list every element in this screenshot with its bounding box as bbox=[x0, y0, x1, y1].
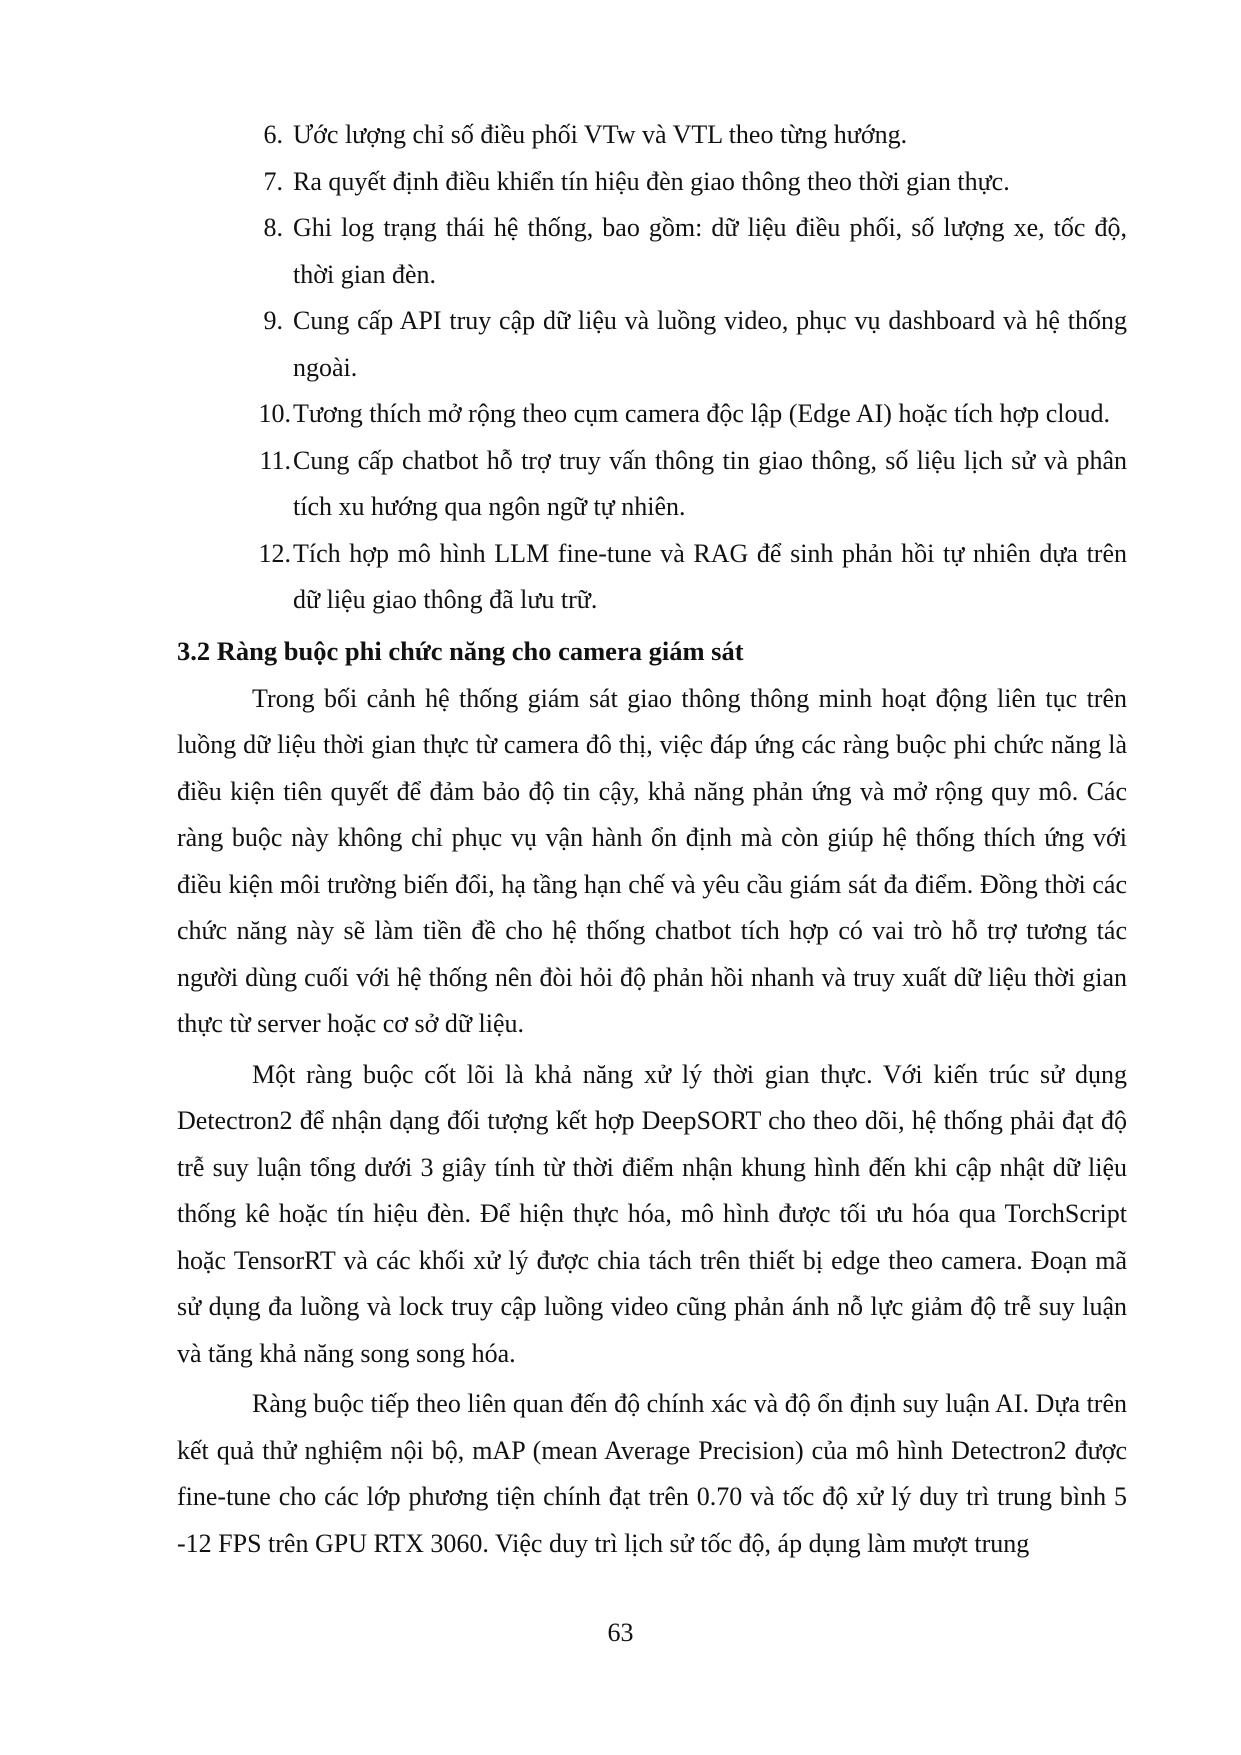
list-item-number: 9. bbox=[263, 306, 283, 335]
list-item-text: Tích hợp mô hình LLM fine-tune và RAG để sinh phản hồi tự nhiên dựa trên dữ liệu giao thông đã lưu trữ. bbox=[293, 538, 1127, 614]
body-paragraph: Một ràng buộc cốt lõi là khả năng xử lý thời gian thực. Với kiến trúc sử dụng Detectron2 để nhận dạng đối tượng kết hợp DeepSORT cho theo dõi, hệ thống phải đạt độ trễ suy luận tổng dưới 3 giây tính từ thời điểm nhận khung hình đến khi cập nhật dữ liệu thống kê hoặc tín hiệu đèn. Để hiện thực hóa, mô hình được tối ưu hóa qua TorchScript hoặc TensorRT và các khối xử lý được chia tách trên thiết bị edge theo camera. Đoạn mã sử dụng đa luồng và lock truy cập luồng video cũng phản ánh nỗ lực giảm độ trễ suy luận và tăng khả năng song song hóa. bbox=[177, 1059, 1127, 1368]
list-item bbox=[177, 531, 1127, 624]
list-item bbox=[177, 438, 1127, 531]
list-item-number: 8. bbox=[263, 213, 283, 242]
body-paragraph: Trong bối cảnh hệ thống giám sát giao thông thông minh hoạt động liên tục trên luồng dữ liệu thời gian thực từ camera đô thị, việc đáp ứng các ràng buộc phi chức năng là điều kiện tiên quyết để đảm bảo độ tin cậy, khả năng phản ứng và mở rộng quy mô. Các ràng buộc này không chỉ phục vụ vận hành ổn định mà còn giúp hệ thống thích ứng với điều kiện môi trường biến đổi, hạ tầng hạn chế và yêu cầu giám sát đa điểm. Đồng thời các chức năng này sẽ làm tiền đề cho hệ thống chatbot tích hợp có vai trò hỗ trợ tương tác người dùng cuối với hệ thống nên đòi hỏi độ phản hồi nhanh và truy xuất dữ liệu thời gian thực từ server hoặc cơ sở dữ liệu. bbox=[177, 683, 1127, 1038]
list-item-number: 10. bbox=[258, 399, 291, 428]
section-heading: 3.2 Ràng buộc phi chức năng cho camera giám sát bbox=[177, 635, 744, 666]
list-item bbox=[177, 205, 1127, 298]
list-item bbox=[177, 298, 1127, 391]
list-item-text: Ra quyết định điều khiển tín hiệu đèn giao thông theo thời gian thực. bbox=[293, 166, 1010, 196]
list-item-text: Cung cấp API truy cập dữ liệu và luồng video, phục vụ dashboard và hệ thống ngoài. bbox=[293, 306, 1127, 382]
requirements-list bbox=[177, 112, 1127, 624]
body-paragraph: Ràng buộc tiếp theo liên quan đến độ chính xác và độ ổn định suy luận AI. Dựa trên kết quả thử nghiệm nội bộ, mAP (mean Average Precision) của mô hình Detectron2 được fine-tune cho các lớp phương tiện chính đạt trên 0.70 và tốc độ xử lý duy trì trung bình 5 -12 FPS trên GPU RTX 3060. Việc duy trì lịch sử tốc độ, áp dụng làm mượt trung bbox=[177, 1389, 1127, 1558]
list-item-number: 6. bbox=[263, 120, 283, 149]
page-content bbox=[177, 112, 1127, 1571]
list-item-number: 7. bbox=[263, 166, 283, 196]
page-number: 63 bbox=[607, 1618, 634, 1647]
list-item-text: Cung cấp chatbot hỗ trợ truy vấn thông tin giao thông, số liệu lịch sử và phân tích xu hướng qua ngôn ngữ tự nhiên. bbox=[293, 445, 1127, 521]
list-item-text: Ghi log trạng thái hệ thống, bao gồm: dữ liệu điều phối, số lượng xe, tốc độ, thời gian đèn. bbox=[293, 213, 1127, 289]
list-item bbox=[177, 391, 1127, 438]
list-item bbox=[177, 159, 1127, 206]
list-item-text: Tương thích mở rộng theo cụm camera độc lập (Edge AI) hoặc tích hợp cloud. bbox=[293, 399, 1111, 428]
list-item-number: 11. bbox=[259, 445, 291, 475]
list-item bbox=[177, 112, 1127, 159]
list-item-text: Ước lượng chỉ số điều phối VTw và VTL theo từng hướng. bbox=[293, 120, 908, 149]
list-item-number: 12. bbox=[258, 538, 291, 568]
